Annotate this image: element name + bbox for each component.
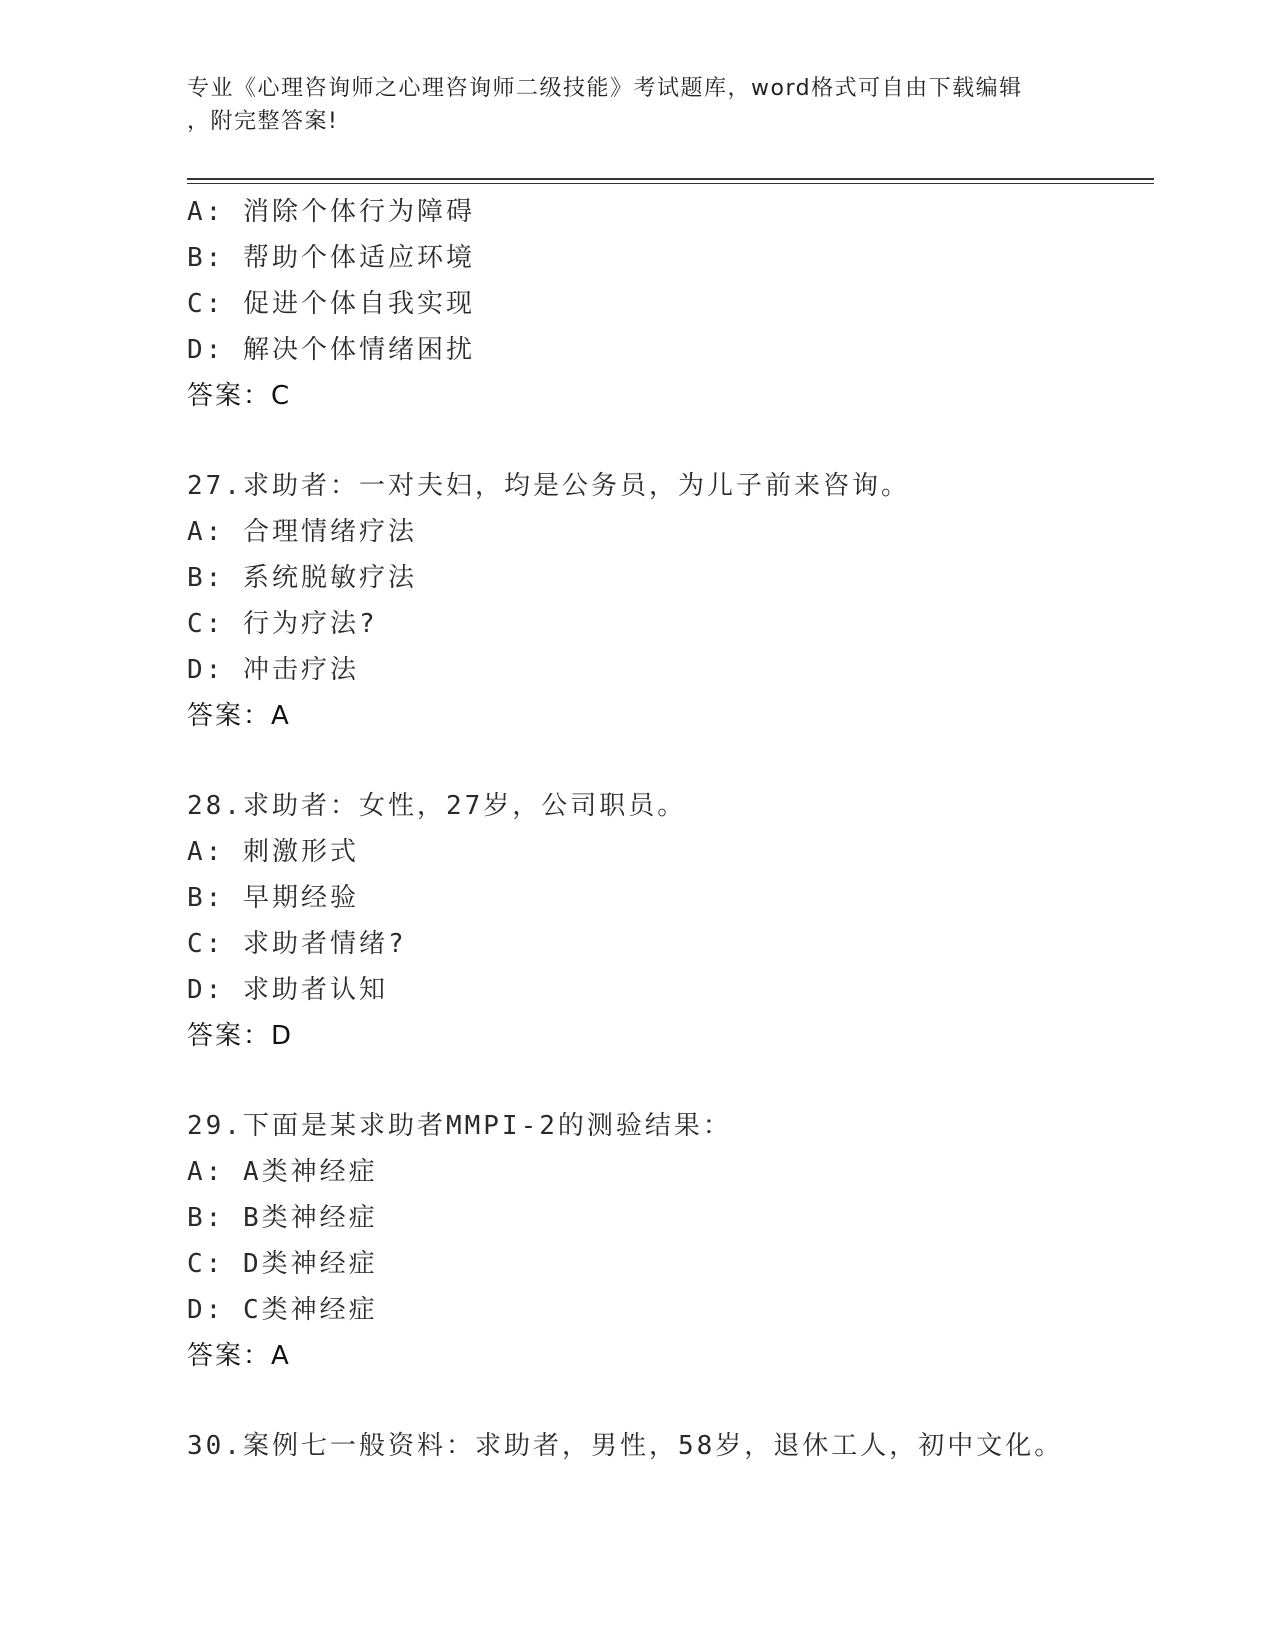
option-b: B: B类神经症: [187, 1203, 378, 1233]
option-b: B: 早期经验: [187, 883, 359, 913]
spacer: [187, 1059, 1147, 1103]
document-header: [187, 72, 1087, 138]
option-a: A: 刺激形式: [187, 837, 359, 867]
option-d: D: 解决个体情绪困扰: [187, 335, 475, 365]
option-a: A: A类神经症: [187, 1157, 378, 1187]
option-c: C: 促进个体自我实现: [187, 289, 475, 319]
answer-line: 答案：D: [187, 1021, 294, 1051]
question-title: 27.求助者：一对夫妇，均是公务员，为儿子前来咨询。: [187, 471, 910, 501]
option-c: C: D类神经症: [187, 1249, 378, 1279]
option-a: A: 消除个体行为障碍: [187, 197, 475, 227]
spacer: [187, 419, 1147, 463]
option-c: C: 行为疗法?: [187, 609, 378, 639]
option-d: D: 求助者认知: [187, 975, 388, 1005]
option-b: B: 系统脱敏疗法: [187, 563, 417, 593]
question-block: [187, 1423, 1147, 1469]
option-a: A: 合理情绪疗法: [187, 517, 417, 547]
question-block: [187, 189, 1147, 419]
question-title: 29.下面是某求助者MMPI-2的测验结果：: [187, 1111, 732, 1141]
option-b: B: 帮助个体适应环境: [187, 243, 475, 273]
header-line-2: ，附完整答案!: [187, 109, 339, 134]
answer-line: 答案：A: [187, 701, 291, 731]
question-title: 30.案例七一般资料：求助者，男性，58岁，退休工人，初中文化。: [187, 1431, 1064, 1461]
question-title: 28.求助者：女性，27岁，公司职员。: [187, 791, 687, 821]
option-c: C: 求助者情绪?: [187, 929, 407, 959]
header-rule-thin: [187, 183, 1154, 184]
answer-line: 答案：A: [187, 1341, 291, 1371]
question-block: [187, 783, 1147, 1059]
question-list: [187, 189, 1147, 1469]
answer-line: 答案：C: [187, 381, 292, 411]
header-line-1: 专业《心理咨询师之心理咨询师二级技能》考试题库，word格式可自由下载编辑: [187, 76, 1023, 101]
header-rule-thick: [187, 178, 1154, 180]
option-d: D: 冲击疗法: [187, 655, 359, 685]
question-block: [187, 463, 1147, 739]
spacer: [187, 1379, 1147, 1423]
spacer: [187, 739, 1147, 783]
option-d: D: C类神经症: [187, 1295, 378, 1325]
question-block: [187, 1103, 1147, 1379]
